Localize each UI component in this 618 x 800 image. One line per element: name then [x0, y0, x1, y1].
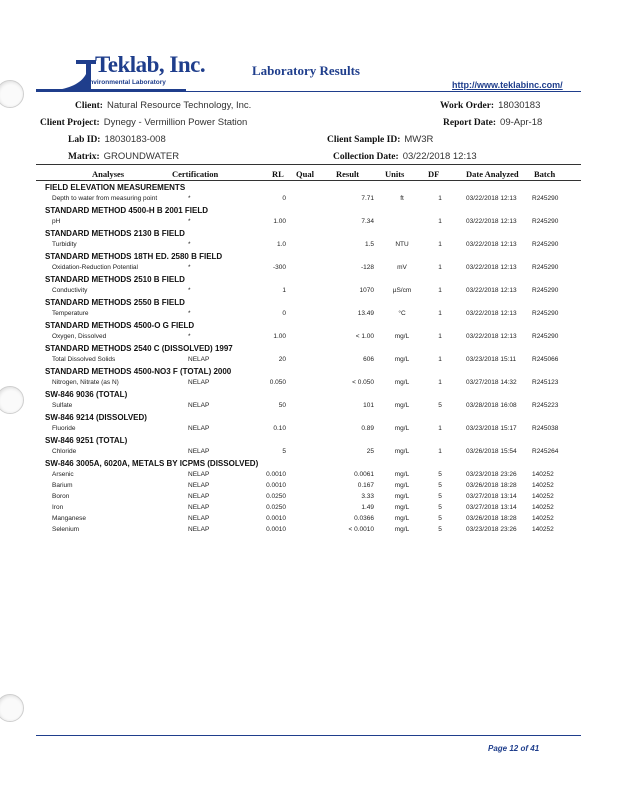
df-cell: 5 [438, 504, 442, 511]
df-cell: 1 [438, 310, 442, 317]
page-number: Page 12 of 41 [488, 744, 540, 753]
df-cell: 5 [438, 493, 442, 500]
table-row [0, 448, 618, 457]
date-analyzed-cell: 03/22/2018 12:13 [466, 241, 517, 248]
df-cell: 5 [438, 482, 442, 489]
df-cell: 1 [438, 356, 442, 363]
analyte-cell: Nitrogen, Nitrate (as N) [52, 379, 119, 386]
df-cell: 5 [438, 526, 442, 533]
date-analyzed-cell: 03/27/2018 13:14 [466, 504, 517, 511]
certification-cell: * [188, 195, 191, 202]
col-batch: Batch [534, 169, 556, 179]
result-cell: 0.167 [357, 482, 374, 489]
date-analyzed-cell: 03/22/2018 12:13 [466, 218, 517, 225]
df-cell: 1 [438, 241, 442, 248]
table-top-rule [36, 164, 581, 165]
date-analyzed-cell: 03/22/2018 12:13 [466, 264, 517, 271]
rl-cell: 1.00 [273, 218, 286, 225]
section-title: STANDARD METHODS 2130 B FIELD [45, 229, 185, 238]
batch-cell: R245290 [532, 287, 559, 294]
date-analyzed-cell: 03/23/2018 15:17 [466, 425, 517, 432]
lab-id-field [68, 134, 166, 145]
analyte-cell: Oxidation-Reduction Potential [52, 264, 138, 271]
table-row [0, 195, 618, 204]
analyte-cell: Fluoride [52, 425, 76, 432]
col-units: Units [385, 169, 405, 179]
df-cell: 1 [438, 195, 442, 202]
batch-cell: 140252 [532, 482, 554, 489]
certification-cell: NELAP [188, 402, 210, 409]
rl-cell: 1.0 [276, 241, 286, 248]
table-row [0, 218, 618, 227]
website-link[interactable]: http://www.teklabinc.com/ [452, 80, 563, 90]
col-df: DF [428, 169, 440, 179]
certification-cell: * [188, 333, 191, 340]
df-cell: 1 [438, 425, 442, 432]
units-cell: mg/L [394, 482, 410, 489]
batch-cell: 140252 [532, 504, 554, 511]
work-order-label: Work Order: [440, 101, 495, 111]
date-analyzed-cell: 03/22/2018 12:13 [466, 287, 517, 294]
df-cell: 1 [438, 333, 442, 340]
result-cell: 1070 [359, 287, 374, 294]
batch-cell: R245290 [532, 241, 559, 248]
result-cell: 0.0061 [354, 471, 374, 478]
units-cell: mg/L [394, 504, 410, 511]
certification-cell: NELAP [188, 526, 210, 533]
col-rl: RL [272, 169, 284, 179]
certification-cell: NELAP [188, 379, 210, 386]
matrix-label: Matrix: [68, 152, 100, 162]
rl-cell: 0.10 [273, 425, 286, 432]
col-result: Result [336, 169, 360, 179]
analyte-cell: Manganese [52, 515, 86, 522]
client-field [75, 100, 251, 111]
section-title: SW-846 9036 (TOTAL) [45, 390, 128, 399]
batch-cell: 140252 [532, 526, 554, 533]
analyte-cell: Boron [52, 493, 70, 500]
units-cell: mg/L [394, 402, 410, 409]
certification-cell: NELAP [188, 448, 210, 455]
analyte-cell: Depth to water from measuring point [52, 195, 158, 202]
table-row [0, 425, 618, 434]
result-cell: 1.49 [361, 504, 374, 511]
certification-cell: * [188, 218, 191, 225]
rl-cell: 1 [282, 287, 286, 294]
section-title: STANDARD METHODS 18TH ED. 2580 B FIELD [45, 252, 223, 261]
table-row [0, 482, 618, 491]
rl-cell: -300 [272, 264, 286, 271]
result-cell: < 0.050 [352, 379, 374, 386]
project-field [40, 117, 247, 128]
table-header-rule [36, 180, 581, 181]
units-cell: mV [397, 264, 407, 271]
certification-cell: NELAP [188, 471, 210, 478]
batch-cell: R245290 [532, 218, 559, 225]
units-cell: mg/L [394, 493, 410, 500]
work-order-value: 18030183 [498, 100, 541, 111]
result-cell: 7.34 [361, 218, 374, 225]
logo-name: Teklab, Inc. [95, 52, 206, 77]
rl-cell: 50 [278, 402, 286, 409]
df-cell: 1 [438, 264, 442, 271]
matrix-field [68, 151, 179, 162]
analyte-cell: Selenium [52, 526, 80, 533]
rl-cell: 1.00 [273, 333, 286, 340]
collection-date-label: Collection Date: [333, 152, 399, 162]
result-cell: < 0.0010 [348, 526, 374, 533]
document-title: Laboratory Results [252, 63, 360, 78]
result-cell: 1.5 [364, 241, 374, 248]
rl-cell: 0.0010 [266, 471, 286, 478]
certification-cell: * [188, 310, 191, 317]
col-analyses: Analyses [92, 169, 125, 179]
table-row [0, 493, 618, 502]
work-order-field [440, 100, 540, 111]
batch-cell: 140252 [532, 471, 554, 478]
date-analyzed-cell: 03/22/2018 12:13 [466, 195, 517, 202]
batch-cell: R245223 [532, 402, 559, 409]
table-row [0, 471, 618, 480]
logo-subtitle: Environmental Laboratory [85, 79, 166, 86]
units-cell: ft [400, 195, 404, 202]
rl-cell: 0.0010 [266, 482, 286, 489]
report-date-value: 09-Apr-18 [500, 117, 543, 128]
punch-hole [0, 80, 24, 108]
batch-cell: R245066 [532, 356, 559, 363]
units-cell: mg/L [394, 526, 410, 533]
units-cell: mg/L [394, 448, 410, 455]
analyte-cell: Conductivity [52, 287, 88, 294]
analyte-cell: Oxygen, Dissolved [52, 333, 107, 340]
punch-hole [0, 694, 24, 722]
project-value: Dynegy - Vermillion Power Station [103, 117, 248, 128]
df-cell: 5 [438, 515, 442, 522]
date-analyzed-cell: 03/27/2018 13:14 [466, 493, 517, 500]
section-title: SW-846 9251 (TOTAL) [45, 436, 128, 445]
batch-cell: R245038 [532, 425, 559, 432]
table-row [0, 287, 618, 296]
certification-cell: NELAP [188, 482, 210, 489]
project-label: Client Project: [40, 118, 100, 128]
batch-cell: 140252 [532, 493, 554, 500]
rl-cell: 0.0010 [266, 526, 286, 533]
units-cell: mg/L [394, 425, 410, 432]
date-analyzed-cell: 03/22/2018 12:13 [466, 310, 517, 317]
result-cell: 0.0366 [354, 515, 374, 522]
table-row [0, 241, 618, 250]
col-certification: Certification [172, 169, 219, 179]
section-title: SW-846 3005A, 6020A, METALS BY ICPMS (DISSOLVED) [45, 459, 259, 468]
client-label: Client: [75, 101, 103, 111]
certification-cell: * [188, 264, 191, 271]
certification-cell: * [188, 287, 191, 294]
analyte-cell: Total Dissolved Solids [52, 356, 116, 363]
certification-cell: NELAP [188, 515, 210, 522]
batch-cell: R245290 [532, 264, 559, 271]
matrix-value: GROUNDWATER [103, 151, 180, 162]
units-cell: mg/L [394, 515, 410, 522]
sample-id-value: MW3R [404, 134, 434, 145]
certification-cell: NELAP [188, 356, 210, 363]
footer-rule [36, 735, 581, 736]
section-title: STANDARD METHODS 2510 B FIELD [45, 275, 185, 284]
date-analyzed-cell: 03/26/2018 18:28 [466, 515, 517, 522]
table-row [0, 264, 618, 273]
rl-cell: 5 [282, 448, 286, 455]
client-value: Natural Resource Technology, Inc. [106, 100, 252, 111]
col-date-analyzed: Date Analyzed [466, 169, 519, 179]
certification-cell: * [188, 241, 191, 248]
table-row [0, 504, 618, 513]
table-row [0, 310, 618, 319]
df-cell: 1 [438, 379, 442, 386]
result-cell: 25 [366, 448, 374, 455]
analyte-cell: Sulfate [52, 402, 73, 409]
df-cell: 5 [438, 402, 442, 409]
rl-cell: 0.0250 [266, 504, 286, 511]
section-title: SW-846 9214 (DISSOLVED) [45, 413, 147, 422]
collection-date-value: 03/22/2018 12:13 [402, 151, 477, 162]
sample-id-label: Client Sample ID: [327, 135, 401, 145]
result-cell: 101 [363, 402, 374, 409]
result-cell: 7.71 [361, 195, 374, 202]
certification-cell: NELAP [188, 504, 210, 511]
analyte-cell: Turbidity [52, 241, 77, 248]
analyte-cell: Temperature [52, 310, 89, 317]
result-cell: 0.89 [361, 425, 374, 432]
rl-cell: 0.0010 [266, 515, 286, 522]
units-cell: mg/L [394, 379, 410, 386]
units-cell: °C [398, 310, 406, 317]
analyte-cell: pH [52, 218, 61, 225]
section-title: STANDARD METHODS 2550 B FIELD [45, 298, 185, 307]
result-cell: < 1.00 [355, 333, 374, 340]
result-cell: 3.33 [361, 493, 374, 500]
col-qual: Qual [296, 169, 314, 179]
table-row [0, 333, 618, 342]
date-analyzed-cell: 03/23/2018 23:26 [466, 526, 517, 533]
batch-cell: R245290 [532, 333, 559, 340]
section-title: STANDARD METHOD 4500-H B 2001 FIELD [45, 206, 208, 215]
date-analyzed-cell: 03/23/2018 23:26 [466, 471, 517, 478]
batch-cell: 140252 [532, 515, 554, 522]
table-row [0, 402, 618, 411]
rl-cell: 20 [278, 356, 286, 363]
units-cell: mg/L [394, 333, 410, 340]
rl-cell: 0.050 [269, 379, 286, 386]
lab-id-value: 18030183-008 [104, 134, 166, 145]
section-title: FIELD ELEVATION MEASUREMENTS [45, 183, 186, 192]
units-cell: NTU [395, 241, 409, 248]
section-title: STANDARD METHODS 4500-NO3 F (TOTAL) 2000 [45, 367, 232, 376]
report-date-field [443, 117, 542, 128]
df-cell: 1 [438, 448, 442, 455]
date-analyzed-cell: 03/26/2018 18:28 [466, 482, 517, 489]
section-title: STANDARD METHODS 2540 C (DISSOLVED) 1997 [45, 344, 233, 353]
rl-cell: 0.0250 [266, 493, 286, 500]
certification-cell: NELAP [188, 425, 210, 432]
result-cell: 13.49 [357, 310, 374, 317]
result-cell: -128 [360, 264, 374, 271]
units-cell: mg/L [394, 356, 410, 363]
header-rule [36, 91, 581, 92]
analyte-cell: Arsenic [52, 471, 74, 478]
report-date-label: Report Date: [443, 118, 497, 128]
date-analyzed-cell: 03/28/2018 16:08 [466, 402, 517, 409]
table-row [0, 379, 618, 388]
table-row [0, 356, 618, 365]
collection-date-field [333, 151, 477, 162]
batch-cell: R245290 [532, 195, 559, 202]
analyte-cell: Iron [52, 504, 64, 511]
sample-id-field [327, 134, 433, 145]
rl-cell: 0 [282, 195, 286, 202]
result-cell: 606 [363, 356, 374, 363]
batch-cell: R245290 [532, 310, 559, 317]
section-title: STANDARD METHODS 4500-O G FIELD [45, 321, 195, 330]
table-row [0, 515, 618, 524]
table-row [0, 526, 618, 535]
units-cell: µS/cm [392, 287, 412, 294]
units-cell: mg/L [394, 471, 410, 478]
certification-cell: NELAP [188, 493, 210, 500]
batch-cell: R245264 [532, 448, 559, 455]
df-cell: 1 [438, 218, 442, 225]
date-analyzed-cell: 03/26/2018 15:54 [466, 448, 517, 455]
analyte-cell: Barium [52, 482, 73, 489]
date-analyzed-cell: 03/22/2018 12:13 [466, 333, 517, 340]
df-cell: 1 [438, 287, 442, 294]
date-analyzed-cell: 03/23/2018 15:11 [466, 356, 517, 363]
df-cell: 5 [438, 471, 442, 478]
batch-cell: R245123 [532, 379, 559, 386]
analyte-cell: Chloride [52, 448, 77, 455]
rl-cell: 0 [282, 310, 286, 317]
date-analyzed-cell: 03/27/2018 14:32 [466, 379, 517, 386]
lab-id-label: Lab ID: [68, 135, 101, 145]
